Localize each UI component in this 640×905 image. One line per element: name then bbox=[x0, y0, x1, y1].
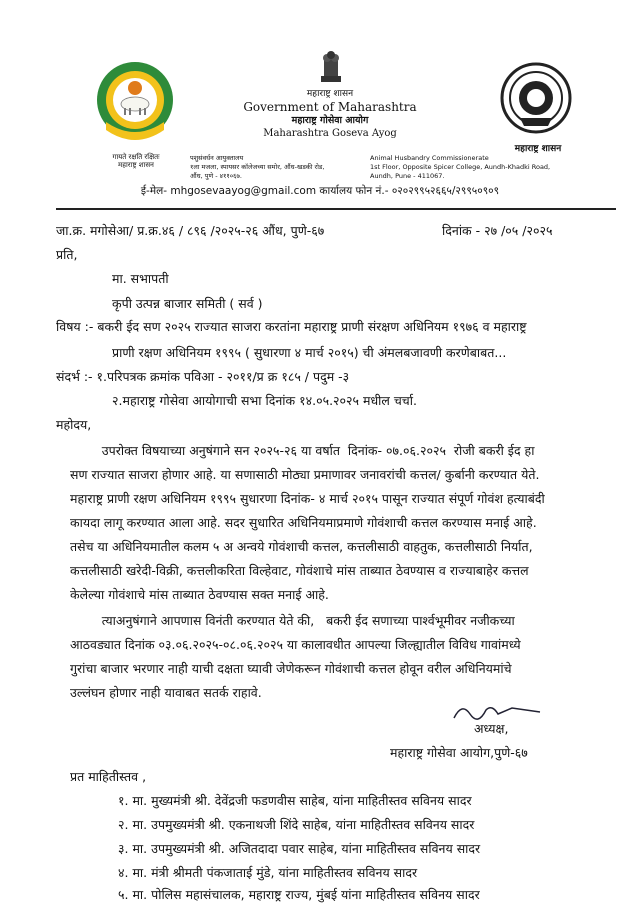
header-divider bbox=[56, 208, 616, 210]
para1-line: सण राज्यात साजरा होणार आहे. या सणासाठी मोठ्या प्रमाणावर जनावरांची कत्तल/ कुर्बानी करण्यात येते. bbox=[70, 467, 540, 482]
copy-item: ३. मा. उपमुख्यमंत्री श्री. अजितदादा पवार साहेब, यांना माहितीस्तव सविनय सादर bbox=[118, 841, 481, 856]
reference-line-2: २.महाराष्ट्र गोसेवा आयोगाची सभा दिनांक १४.०५.२०२५ मधील चर्चा. bbox=[112, 393, 417, 408]
para2-line: आठवड्यात दिनांक ०३.०६.२०२५-०८.०६.२०२५ या कालावधीत आपल्या जिल्ह्यातील विविध गावांमध्ये bbox=[70, 637, 521, 652]
national-emblem-icon bbox=[316, 44, 346, 86]
recipient-line-2: कृपी उत्पन्न बाजार समिती ( सर्व ) bbox=[112, 296, 263, 311]
left-logo-caption: गायते रक्षति रक्षितः महाराष्ट्र शासन bbox=[112, 153, 160, 169]
subject-line-2: प्राणी रक्षण अधिनियम १९९५ ( सुधारणा ४ मार्च २०१५) ची अंमलबजावणी करणेबाबत... bbox=[112, 345, 507, 360]
gov-en-label: Government of Maharashtra bbox=[243, 100, 417, 114]
para1-line: केलेल्या गोवंशाचे मांस ताब्यात ठेवण्यास सक्त मनाई आहे. bbox=[70, 587, 329, 602]
contact-line: ई-मेल- mhgosevaayog@gmail.com कार्यालय फोन नं.- ०२०२९९५२६६५/२९९५०९०९ bbox=[140, 185, 500, 197]
signature-organization: महाराष्ट्र गोसेवा आयोग,पुणे-६७ bbox=[390, 745, 528, 760]
para1-line: कायदा लागू करण्यात आला आहे. सदर सुधारित अधिनियमाप्रमाणे गोवंशाची कत्तल करण्यास मनाई आहे. bbox=[70, 515, 537, 530]
ayog-mr-label: महाराष्ट्र गोसेवा आयोग bbox=[291, 115, 369, 126]
copy-item: ४. मा. मंत्री श्रीमती पंकजाताई मुंडे, यांना माहितीस्तव सविनय सादर bbox=[118, 865, 418, 880]
address-english: Animal Husbandry Commissionerate 1st Floor, Opposite Spicer College, Aundh-Khadki Road, Aundh, Pune - 411067. bbox=[370, 154, 551, 180]
maharashtra-seal-logo bbox=[500, 62, 572, 140]
para1-line: तसेच या अधिनियमातील कलम ५ अ अन्वये गोवंशाची कत्तल, कत्तलीसाठी वाहतुक, कत्तलीसाठी निर्यात, bbox=[70, 539, 533, 554]
reference-line-1: संदर्भ :- १.परिपत्रक क्रमांक पविआ - २०११/प्र क्र १८५ / पदुम -३ bbox=[56, 369, 350, 384]
para2-line: उल्लंघन होणार नाही यावाबत सतर्क राहावे. bbox=[70, 685, 262, 700]
para2-line: त्याअनुषंगाने आपणास विनंती करण्यात येते की, बकरी ईद सणाच्या पार्श्वभूमीवर नजीकच्या bbox=[70, 613, 515, 628]
to-label: प्रति, bbox=[56, 247, 78, 262]
goseva-ayog-logo bbox=[92, 60, 178, 156]
subject-line-1: विषय :- बकरी ईद सण २०२५ राज्यात साजरा करतांना महाराष्ट्र प्राणी संरक्षण अधिनियम १९७६ व महाराष्ट्र bbox=[56, 319, 527, 334]
signature-title: अध्यक्ष, bbox=[474, 721, 509, 736]
para1-line: महाराष्ट्र प्राणी रक्षण अधिनियम १९९५ सुधारणा दिनांक- ४ मार्च २०१५ पासून राज्यात संपूर्ण गोवंश हत्याबंदी bbox=[70, 491, 545, 506]
state-gov-label: महाराष्ट्र शासन bbox=[306, 89, 354, 99]
copy-item: २. मा. उपमुख्यमंत्री श्री. एकनाथजी शिंदे साहेब, यांना माहितीस्तव सविनय सादर bbox=[118, 817, 475, 832]
copy-item: १. मा. मुख्यमंत्री श्री. देवेंद्रजी फडणवीस साहेब, यांना माहितीस्तव सविनय सादर bbox=[118, 793, 472, 808]
recipient-line-1: मा. सभापती bbox=[112, 271, 169, 286]
copy-label: प्रत माहितीस्तव , bbox=[70, 769, 147, 784]
reference-number: जा.क्र. मगोसेआ/ प्र.क्र.४६ / ८९६ /२०२५-२६ औंध, पुणे-६७ bbox=[56, 223, 325, 238]
letterhead bbox=[0, 0, 640, 210]
para1-line: उपरोक्त विषयाच्या अनुषंगाने सन २०२५-२६ या वर्षात दिनांक- ०७.०६.२०२५ रोजी बकरी ईद हा bbox=[70, 443, 535, 458]
right-logo-caption: महाराष्ट्र शासन bbox=[514, 144, 562, 154]
para1-line: कत्तलीसाठी खरेदी-विक्री, कत्तलीकरिता विल्हेवाट, गोवंशाचे मांस ताब्यात ठेवण्यास व राज्याबाहेर कत्तल bbox=[70, 563, 529, 578]
para2-line: गुरांचा बाजार भरणार नाही याची दक्षता घ्यावी जेणेकरून गोवंशाची कत्तल होवून वरील अधिनियमांचे bbox=[70, 661, 512, 676]
address-marathi: पशुसंवर्धन आयुक्तालय १ला मजला, स्पायसर कॉलेजच्या समोर, औंध-खडकी रोड, औंध, पुणे - ४११०६७. bbox=[190, 154, 325, 180]
ayog-en-label: Maharashtra Goseva Ayog bbox=[263, 128, 397, 139]
copy-item: ५. मा. पोलिस महासंचालक, महाराष्ट्र राज्य, मुंबई यांना माहितीस्तव सविनय सादर bbox=[118, 887, 480, 902]
letter-date: दिनांक - २७ /०५ /२०२५ bbox=[442, 223, 553, 238]
salutation: महोदय, bbox=[56, 417, 92, 432]
letterhead-title-block bbox=[200, 88, 460, 140]
